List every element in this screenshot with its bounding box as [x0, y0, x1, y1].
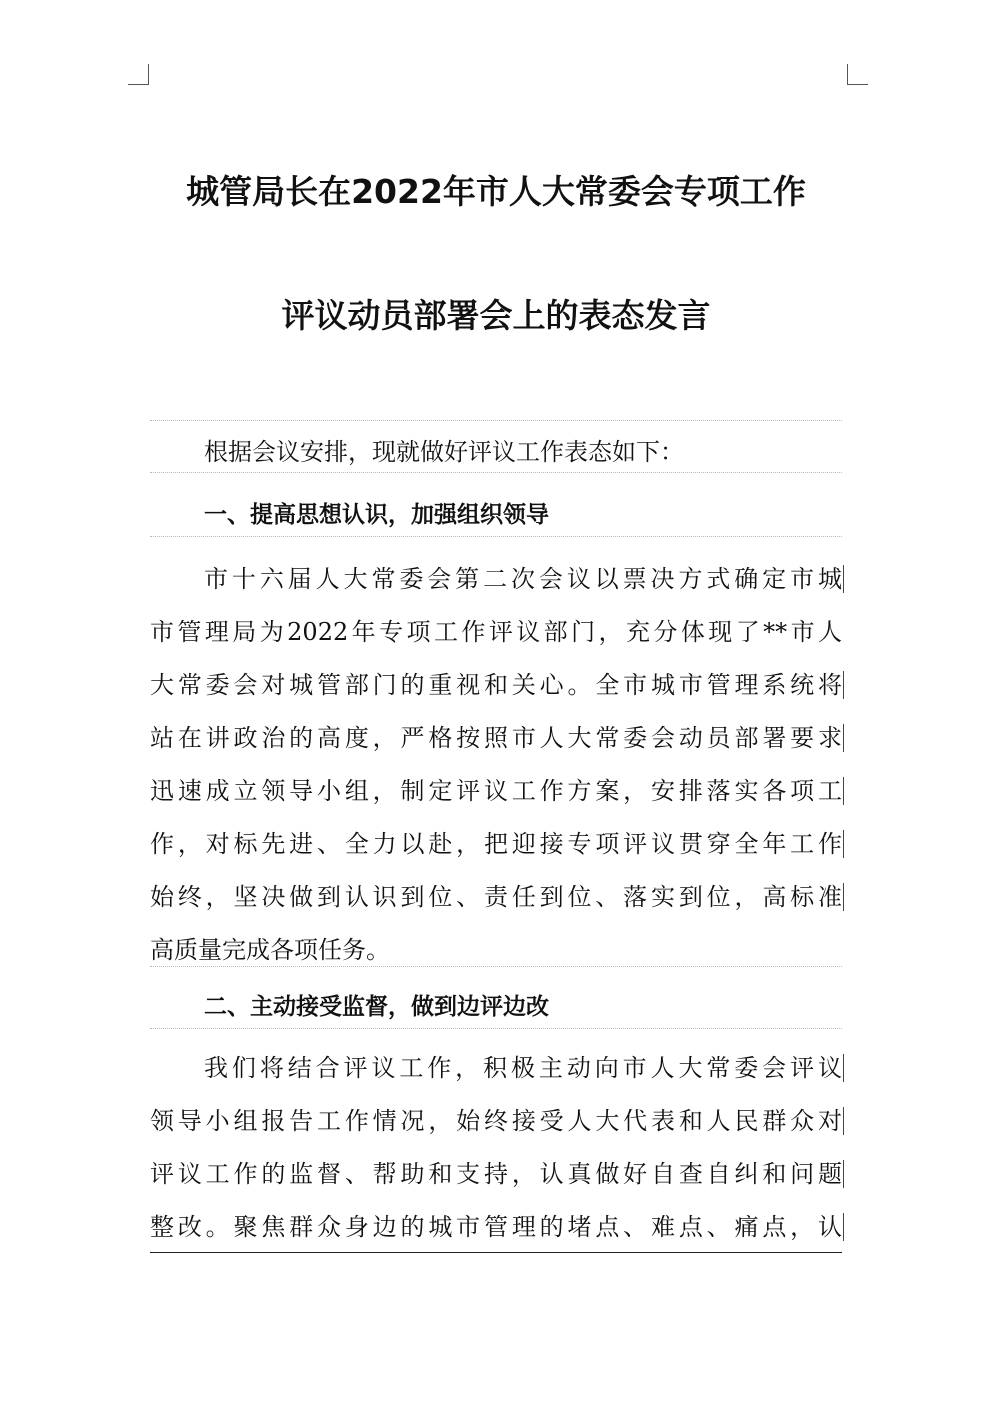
paragraph-line: 高质量完成各项任务。	[150, 936, 390, 964]
paragraph-line: 站在讲政治的高度，严格按照市人大常委会动员部署要求	[150, 712, 842, 765]
paragraph-line: 始终，坚决做到认识到位、责任到位、落实到位，高标准	[150, 871, 842, 924]
paragraph-line: 评议工作的监督、帮助和支持，认真做好自查自纠和问题	[150, 1148, 842, 1201]
paragraph-line: 市十六届人大常委会第二次会议以票决方式确定市城	[150, 553, 842, 606]
section-2-paragraph	[150, 1042, 842, 1254]
section-1-paragraph	[150, 553, 842, 977]
section-1-heading: 一、提高思想认识，加强组织领导	[204, 502, 549, 528]
page-bottom-rule	[150, 1252, 842, 1253]
text-boundary	[150, 536, 842, 537]
paragraph-line: 我们将结合评议工作，积极主动向市人大常委会评议	[150, 1042, 842, 1095]
paragraph-line: 作，对标先进、全力以赴，把迎接专项评议贯穿全年工作	[150, 818, 842, 871]
margin-corner-mark-left	[128, 64, 149, 85]
text-boundary	[150, 472, 842, 473]
lead-paragraph: 根据会议安排，现就做好评议工作表态如下：	[204, 438, 684, 466]
document-title-line-1: 城管局长在2022年市人大常委会专项工作	[186, 172, 806, 211]
section-2-heading: 二、主动接受监督，做到边评边改	[204, 994, 549, 1020]
paragraph-line: 大常委会对城管部门的重视和关心。全市城市管理系统将	[150, 659, 842, 712]
paragraph-line: 整改。聚焦群众身边的城市管理的堵点、难点、痛点，认	[150, 1201, 842, 1254]
text-boundary	[150, 966, 842, 967]
document-title-line-2: 评议动员部署会上的表态发言	[281, 296, 711, 335]
text-boundary	[150, 1028, 842, 1029]
paragraph-line: 领导小组报告工作情况，始终接受人大代表和人民群众对	[150, 1095, 842, 1148]
text-boundary	[150, 420, 842, 421]
paragraph-line: 市管理局为2022年专项工作评议部门，充分体现了**市人	[150, 618, 842, 646]
margin-corner-mark-right	[847, 64, 868, 85]
paragraph-line: 迅速成立领导小组，制定评议工作方案，安排落实各项工	[150, 765, 842, 818]
